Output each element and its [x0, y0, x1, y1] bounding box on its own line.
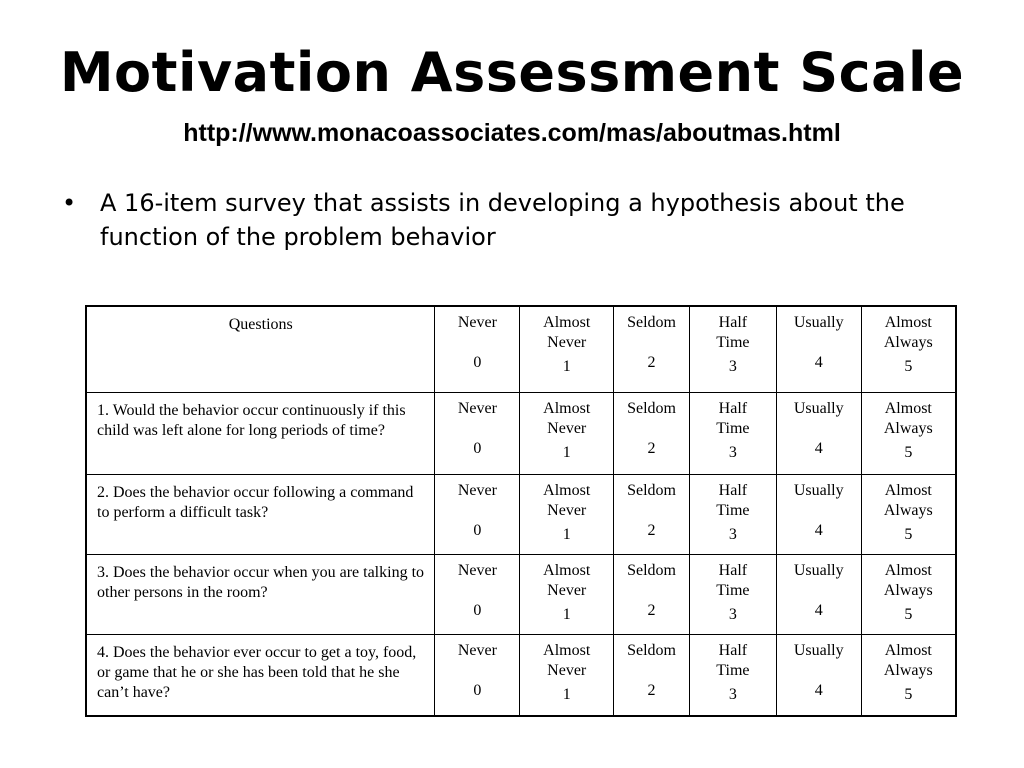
option-label: Never: [457, 641, 497, 659]
option-label: Almost: [543, 399, 591, 417]
option-label: Almost: [884, 481, 932, 499]
option-label: Seldom: [627, 399, 676, 417]
question-text: 3. Does the behavior occur when you are talking to other persons in the room?: [86, 554, 435, 634]
option-value: 0: [473, 681, 482, 699]
slide-title: Motivation Assessment Scale: [59, 41, 965, 104]
option-cell: [776, 392, 861, 474]
option-cell: [861, 474, 956, 554]
option-value: 3: [728, 605, 737, 623]
questions-header: Questions: [86, 306, 435, 392]
option-label: Never: [547, 661, 587, 679]
option-value: 1: [562, 358, 571, 375]
option-value: 0: [473, 521, 482, 539]
option-cell: [520, 306, 614, 392]
option-cell: [861, 392, 956, 474]
table-row: [86, 392, 956, 474]
option-value: 0: [473, 354, 482, 371]
option-label: Usually: [793, 641, 844, 659]
option-cell: [435, 634, 520, 716]
option-label: Time: [716, 501, 750, 519]
option-cell: [520, 392, 614, 474]
option-value: 4: [814, 521, 823, 539]
option-label: Almost: [884, 314, 932, 331]
bullet-list: [62, 186, 962, 254]
option-label: Seldom: [627, 641, 676, 659]
option-value: 1: [562, 525, 571, 543]
option-cell: [776, 554, 861, 634]
option-value: 5: [904, 358, 913, 375]
option-label: Always: [883, 334, 933, 351]
question-text: 2. Does the behavior occur following a command to perform a difficult task?: [86, 474, 435, 554]
option-cell: [520, 474, 614, 554]
option-value: 5: [904, 525, 913, 543]
option-value: 2: [647, 681, 656, 699]
option-cell: [776, 306, 861, 392]
option-label: Almost: [884, 561, 932, 579]
option-label: Always: [883, 501, 933, 519]
option-label: Usually: [793, 399, 844, 417]
option-label: Time: [716, 661, 750, 679]
option-label: Never: [457, 561, 497, 579]
option-value: 5: [904, 605, 913, 623]
table-row: [86, 554, 956, 634]
option-value: 4: [814, 439, 823, 457]
slide-subtitle-url: http://www.monacoassociates.com/mas/aboutmas.html: [183, 119, 841, 147]
bullet-dot-icon: •: [62, 189, 77, 217]
option-value: 2: [647, 521, 656, 539]
option-value: 2: [647, 354, 656, 371]
option-value: 5: [904, 443, 913, 461]
option-value: 2: [647, 601, 656, 619]
option-value: 4: [814, 681, 823, 699]
option-value: 2: [647, 439, 656, 457]
option-cell: [614, 474, 690, 554]
option-cell: [690, 306, 777, 392]
option-label: Never: [457, 399, 497, 417]
option-label: Half: [718, 399, 748, 417]
option-label: Usually: [793, 314, 844, 331]
option-cell: [861, 306, 956, 392]
table-header-row: [86, 306, 956, 392]
option-label: Almost: [884, 399, 932, 417]
option-cell: [520, 554, 614, 634]
option-cell: [614, 554, 690, 634]
option-label: Never: [547, 501, 587, 519]
option-label: Usually: [793, 481, 844, 499]
bullet-text: A 16-item survey that assists in developing a hypothesis about the function of the problem behavior: [100, 189, 905, 251]
option-cell: [435, 554, 520, 634]
option-value: 3: [728, 358, 737, 375]
option-cell: [861, 634, 956, 716]
table-row: [86, 474, 956, 554]
option-cell: [690, 634, 777, 716]
option-label: Almost: [543, 314, 591, 331]
option-label: Half: [718, 641, 748, 659]
option-label: Almost: [884, 641, 932, 659]
option-value: 3: [728, 443, 737, 461]
option-cell: [435, 392, 520, 474]
option-cell: [690, 392, 777, 474]
question-text: 1. Would the behavior occur continuously if this child was left alone for long periods of time?: [86, 392, 435, 474]
option-cell: [520, 634, 614, 716]
option-cell: [690, 554, 777, 634]
option-label: Seldom: [627, 314, 676, 331]
option-value: 0: [473, 601, 482, 619]
option-label: Time: [716, 334, 750, 351]
option-value: 1: [562, 443, 571, 461]
option-label: Always: [883, 661, 933, 679]
bullet-item: [62, 186, 962, 254]
option-value: 1: [562, 685, 571, 703]
option-value: 4: [814, 601, 823, 619]
option-cell: [690, 474, 777, 554]
option-cell: [776, 634, 861, 716]
option-label: Half: [718, 561, 748, 579]
option-label: Time: [716, 419, 750, 437]
option-value: 1: [562, 605, 571, 623]
option-cell: [614, 634, 690, 716]
option-label: Never: [547, 581, 587, 599]
option-value: 5: [904, 685, 913, 703]
option-label: Almost: [543, 561, 591, 579]
option-label: Almost: [543, 481, 591, 499]
mas-table: [85, 305, 957, 717]
option-label: Never: [457, 481, 497, 499]
option-label: Usually: [793, 561, 844, 579]
option-cell: [435, 474, 520, 554]
table-row: [86, 634, 956, 716]
option-label: Seldom: [627, 561, 676, 579]
option-label: Seldom: [627, 481, 676, 499]
option-cell: [776, 474, 861, 554]
option-cell: [614, 392, 690, 474]
option-cell: [861, 554, 956, 634]
question-text: 4. Does the behavior ever occur to get a toy, food, or game that he or she has been told that he she can’t have?: [86, 634, 435, 716]
option-label: Never: [547, 419, 587, 437]
option-label: Almost: [543, 641, 591, 659]
option-label: Never: [457, 314, 497, 331]
option-value: 3: [728, 685, 737, 703]
option-value: 4: [814, 354, 823, 371]
option-label: Half: [718, 481, 748, 499]
option-cell: [435, 306, 520, 392]
option-label: Always: [883, 581, 933, 599]
option-value: 0: [473, 439, 482, 457]
option-label: Half: [718, 314, 748, 331]
option-value: 3: [728, 525, 737, 543]
option-label: Never: [547, 334, 587, 351]
option-label: Always: [883, 419, 933, 437]
option-label: Time: [716, 581, 750, 599]
option-cell: [614, 306, 690, 392]
